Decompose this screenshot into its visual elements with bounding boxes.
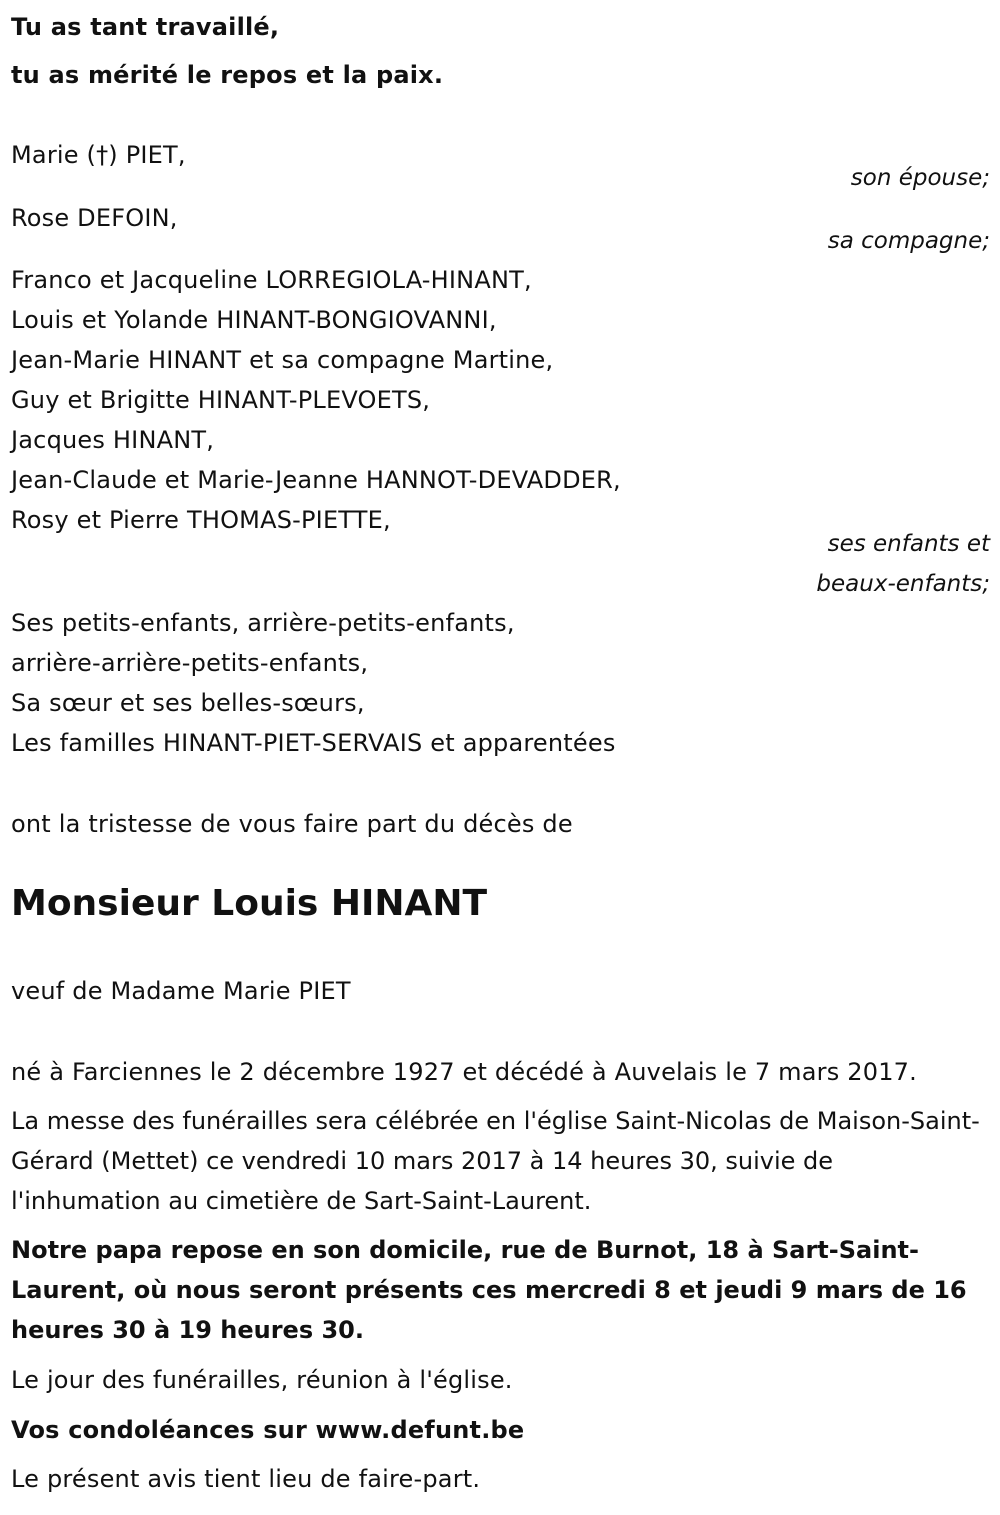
companion-name: Rose DEFOIN, xyxy=(11,204,178,232)
funeral-mass: La messe des funérailles sera célébrée en l'église Saint-Nicolas de Maison-Saint-Gérard (Mettet) ce vendredi 10 mars 2017 à 14 heures 30, suivie de l'inhumation au cimetière de Sart-Saint-Laurent. xyxy=(11,1107,980,1215)
spouse-role: son épouse; xyxy=(850,165,990,191)
condolences-link: Vos condoléances sur www.defunt.be xyxy=(11,1416,525,1444)
family-line: Les familles HINANT-PIET-SERVAIS et apparentées xyxy=(11,729,616,757)
family-line: Ses petits-enfants, arrière-petits-enfants, xyxy=(11,609,515,637)
child-entry: Louis et Yolande HINANT-BONGIOVANNI, xyxy=(11,306,497,334)
widower-status: veuf de Madame Marie PIET xyxy=(11,977,351,1005)
child-entry: Franco et Jacqueline LORREGIOLA-HINANT, xyxy=(11,266,532,294)
family-line: Sa sœur et ses belles-sœurs, xyxy=(11,689,365,717)
announcement: ont la tristesse de vous faire part du décès de xyxy=(11,810,573,838)
spouse-name: Marie (†) PIET, xyxy=(11,141,186,169)
deceased-name: Monsieur Louis HINANT xyxy=(11,883,488,924)
funeral-meeting: Le jour des funérailles, réunion à l'église. xyxy=(11,1366,513,1394)
child-entry: Jacques HINANT, xyxy=(11,426,215,454)
children-role-line-1: ses enfants et xyxy=(827,531,990,557)
epitaph-line-2: tu as mérité le repos et la paix. xyxy=(11,61,444,89)
child-entry: Jean-Marie HINANT et sa compagne Martine, xyxy=(11,346,554,374)
birth-death-dates: né à Farciennes le 2 décembre 1927 et décédé à Auvelais le 7 mars 2017. xyxy=(11,1058,917,1086)
notice-statement: Le présent avis tient lieu de faire-part. xyxy=(11,1465,481,1493)
children-role-line-2: beaux-enfants; xyxy=(816,571,990,597)
child-entry: Jean-Claude et Marie-Jeanne HANNOT-DEVADDER, xyxy=(11,466,621,494)
companion-role: sa compagne; xyxy=(827,228,990,254)
child-entry: Rosy et Pierre THOMAS-PIETTE, xyxy=(11,506,391,534)
epitaph-line-1: Tu as tant travaillé, xyxy=(11,13,280,41)
family-line: arrière-arrière-petits-enfants, xyxy=(11,649,369,677)
child-entry: Guy et Brigitte HINANT-PLEVOETS, xyxy=(11,386,431,414)
visitation-info: Notre papa repose en son domicile, rue de Burnot, 18 à Sart-Saint-Laurent, où nous seront présents ces mercredi 8 et jeudi 9 mars de 16 heures 30 à 19 heures 30. xyxy=(11,1236,967,1344)
